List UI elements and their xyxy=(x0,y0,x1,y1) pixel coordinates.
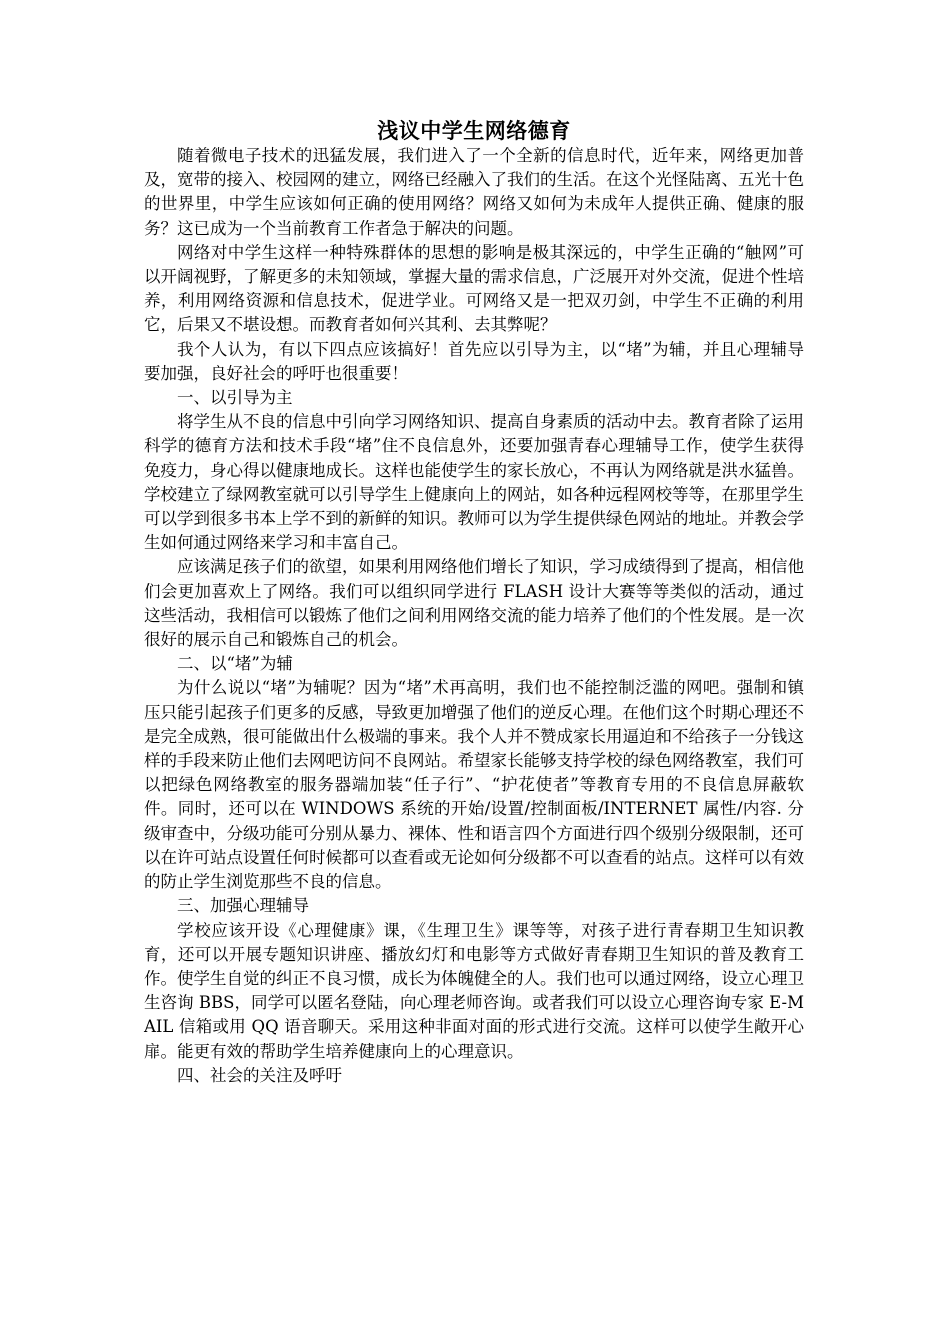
intro-paragraph-1: 随着微电子技术的迅猛发展，我们进入了一个全新的信息时代，近年来，网络更加普及，宽带的接入、校园网的建立，网络已经融入了我们的生活。在这个光怪陆离、五光十色的世界里，中学生应该如何正确的使用网络？网络又如何为未成年人提供正确、健康的服务？这已成为一个当前教育工作者急于解决的问题。 xyxy=(144,146,804,238)
section-2-heading: 二、以“堵”为辅 xyxy=(177,654,293,674)
section-1-heading: 一、以引导为主 xyxy=(177,388,293,408)
section-3-heading: 三、加强心理辅导 xyxy=(177,896,309,916)
section-3-paragraph-1: 学校应该开设《心理健康》课，《生理卫生》课等等，对孩子进行青春期卫生知识教育，还可以开展专题知识讲座、播放幻灯和电影等方式做好青春期卫生知识的普及教育工作。使学生自觉的纠正不良习惯，成长为体魄健全的人。我们也可以通过网络，设立心理卫生咨询 BBS，同学可以匿名登陆，向心理老师咨询。或者我们可以设立心理咨询专家 E-MAIL 信箱或用 QQ 语音聊天。采用这种非面对面的形式进行交流。这样可以使学生敞开心扉。能更有效的帮助学生培养健康向上的心理意识。 xyxy=(144,920,804,1061)
section-1-paragraph-2: 应该满足孩子们的欲望，如果利用网络他们增长了知识，学习成绩得到了提高，相信他们会更加喜欢上了网络。我们可以组织同学进行 FLASH 设计大赛等等类似的活动，通过这些活动，我相信可以锻炼了他们之间利用网络交流的能力培养了他们的个性发展。是一次很好的展示自己和锻炼自己的机会。 xyxy=(144,557,804,650)
section-4-heading: 四、社会的关注及呼吁 xyxy=(177,1065,342,1085)
section-1-paragraph-1: 将学生从不良的信息中引向学习网络知识、提高自身素质的活动中去。教育者除了运用科学的德育方法和技术手段“堵”住不良信息外，还要加强青春心理辅导工作，使学生获得免疫力，身心得以健康地成长。这样也能使学生的家长放心，不再认为网络就是洪水猛兽。学校建立了绿网教室就可以引导学生上健康向上的网站，如各种远程网校等等，在那里学生可以学到很多书本上学不到的新鲜的知识。教师可以为学生提供绿色网站的地址。并教会学生如何通过网络来学习和丰富自己。 xyxy=(144,412,804,553)
document-page xyxy=(144,116,804,1088)
intro-paragraph-2: 网络对中学生这样一种特殊群体的思想的影响是极其深远的，中学生正确的“触网”可以开阔视野，了解更多的未知领域，掌握大量的需求信息，广泛展开对外交流，促进个性培养，利用网络资源和信息技术，促进学业。可网络又是一把双刃剑，中学生不正确的利用它，后果又不堪设想。而教育者如何兴其利、去其弊呢？ xyxy=(144,242,804,335)
document-title: 浅议中学生网络德育 xyxy=(377,118,571,143)
section-2-paragraph-1: 为什么说以“堵”为辅呢？因为“堵”术再高明，我们也不能控制泛滥的网吧。强制和镇压只能引起孩子们更多的反感，导致更加增强了他们的逆反心理。在他们这个时期心理还不是完全成熟，很可能做出什么极端的事来。我个人并不赞成家长用逼迫和不给孩子一分钱这样的手段来防止他们去网吧访问不良网站。希望家长能够支持学校的绿色网络教室，我们可以把绿色网络教室的服务器端加装“任子行”、“护花使者”等教育专用的不良信息屏蔽软件。同时，还可以在 WINDOWS 系统的开始/设置/控制面板/INTERNET 属性/内容. 分级审查中，分级功能可分别从暴力、裸体、性和语言四个方面进行四个级别分级限制，还可以在许可站点设置任何时候都可以查看或无论如何分级都不可以查看的站点。这样可以有效的防止学生浏览那些不良的信息。 xyxy=(144,678,804,892)
intro-paragraph-3: 我个人认为，有以下四点应该搞好！首先应以引导为主，以“堵”为辅，并且心理辅导要加强，良好社会的呼吁也很重要！ xyxy=(144,339,804,383)
